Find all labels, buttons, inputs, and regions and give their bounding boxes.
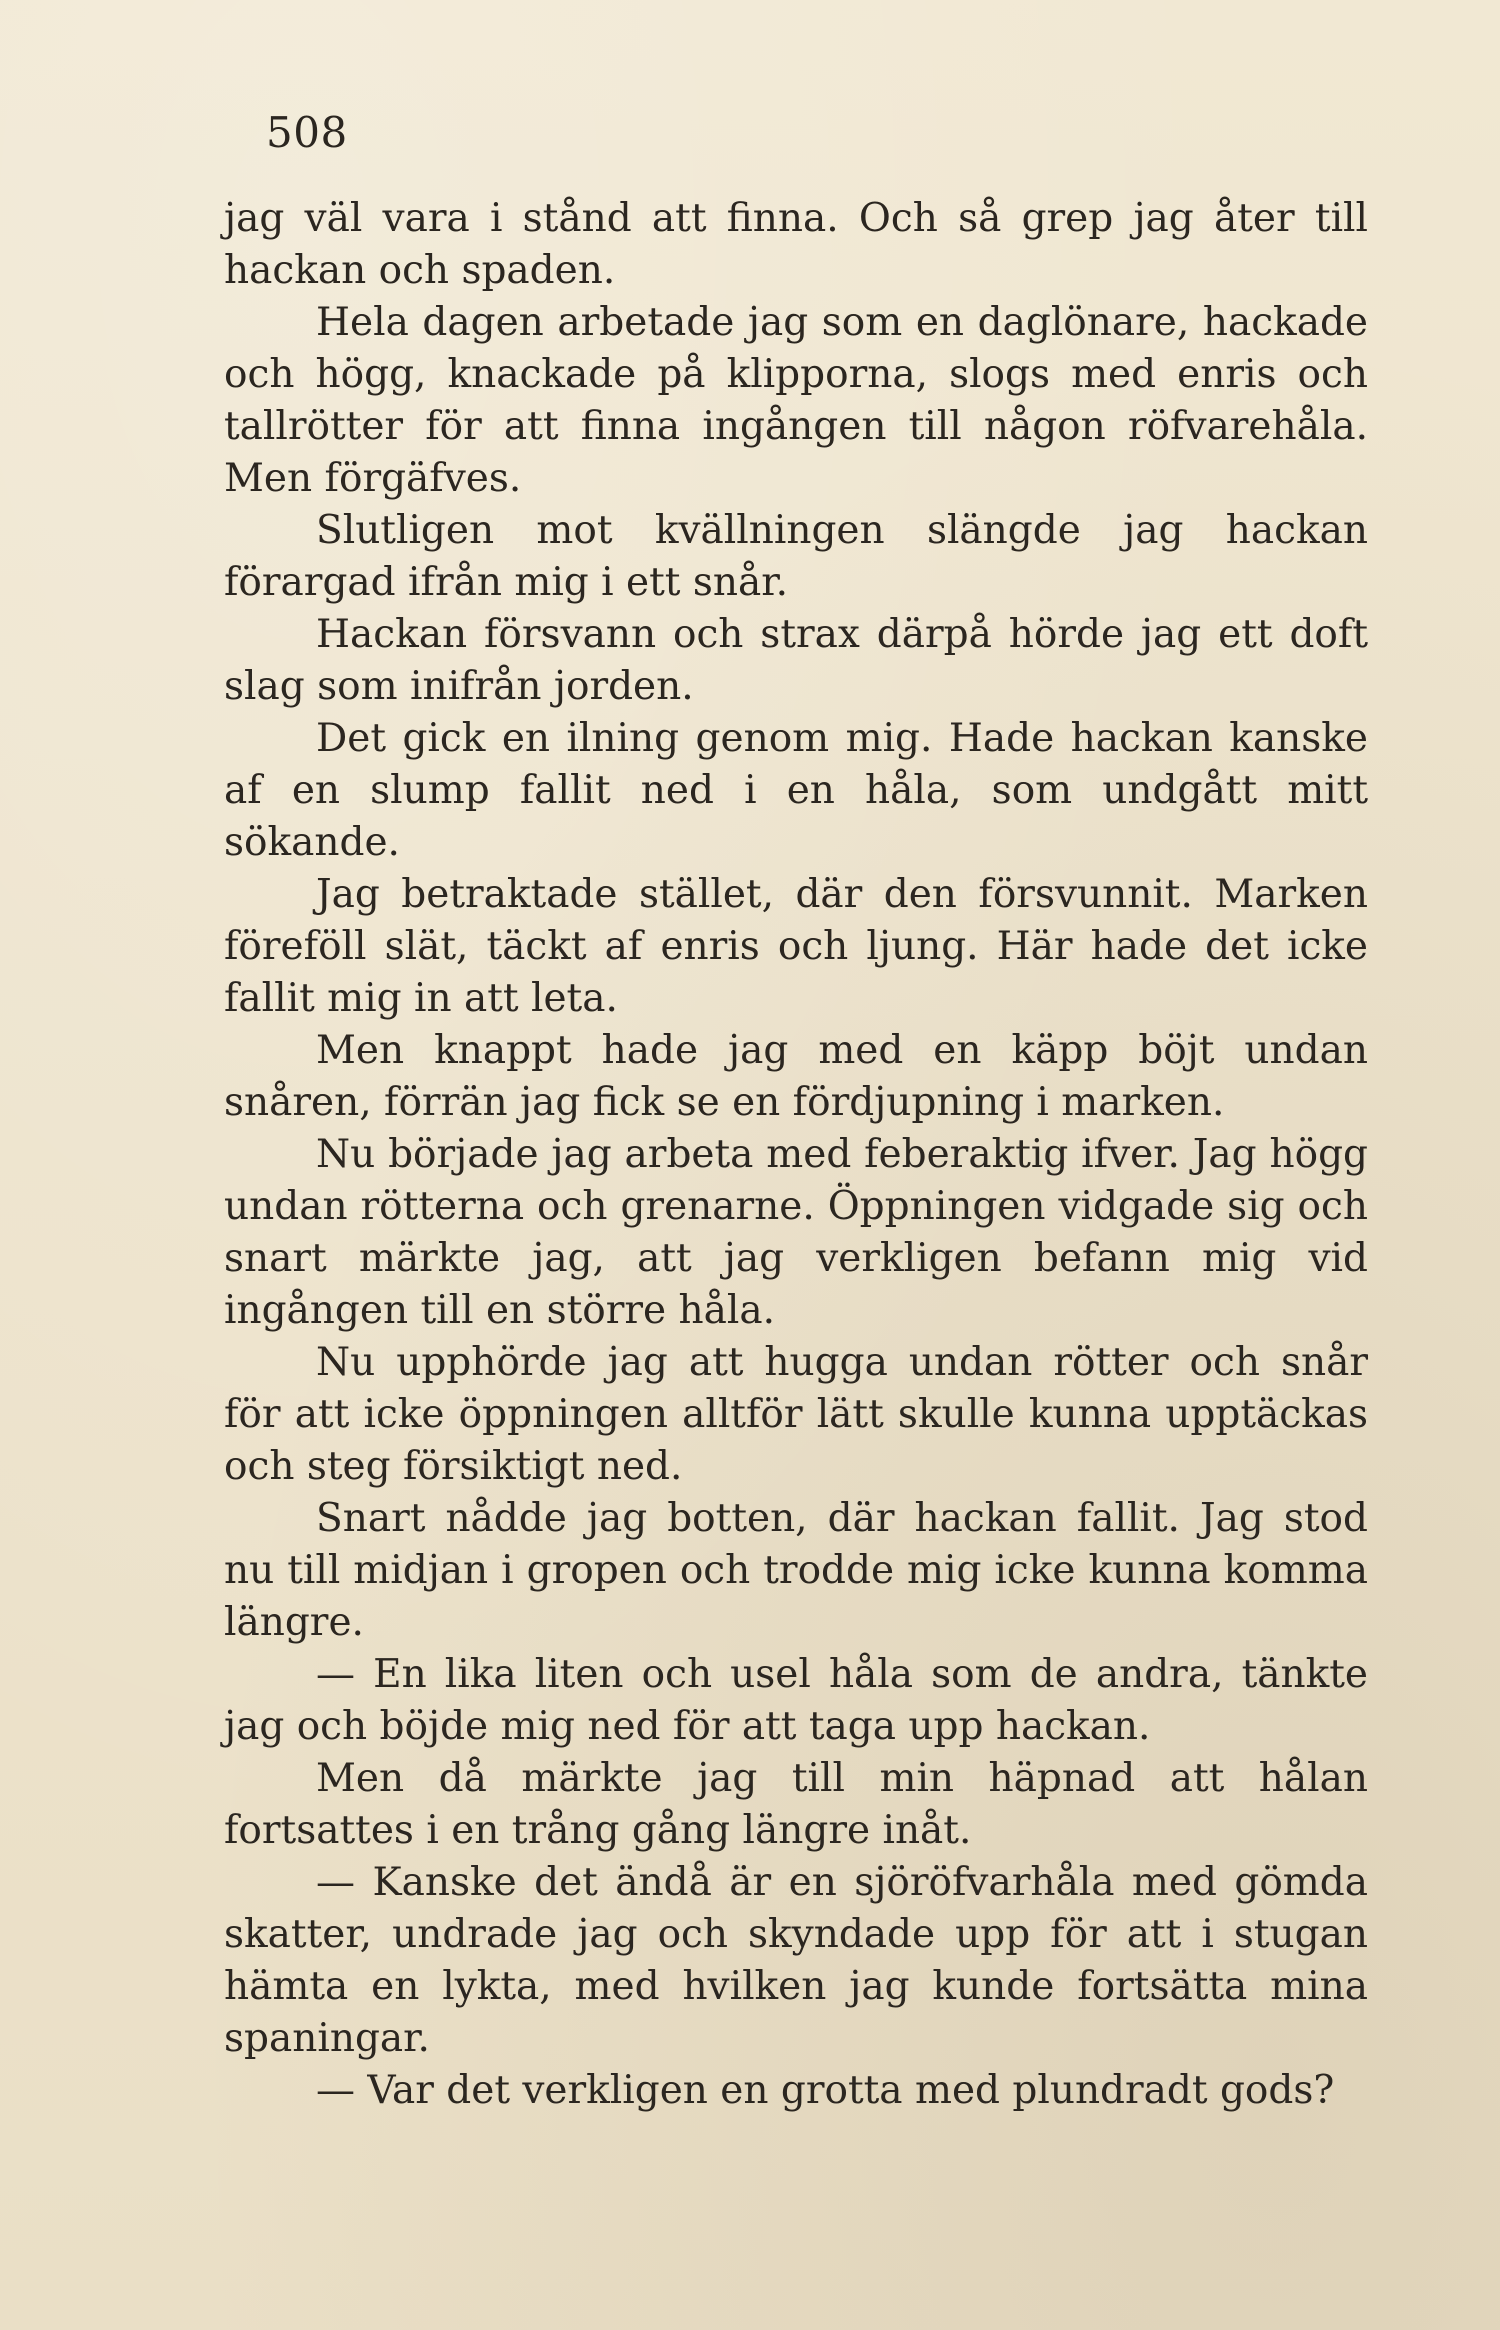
paragraph: Jag betraktade stället, där den försvunnit. Marken föreföll slät, täckt af enris och ljung. Här hade det icke fallit mig in att leta.	[224, 872, 1368, 1021]
paragraph: Men då märkte jag till min häpnad att hålan fortsattes i en trång gång längre inåt.	[224, 1756, 1368, 1853]
paragraph: Snart nådde jag botten, där hackan fallit. Jag stod nu till midjan i gropen och trodde mig icke kunna komma längre.	[224, 1496, 1368, 1645]
body-text	[224, 193, 1368, 2117]
page-number: 508	[266, 108, 348, 157]
paragraph: Men knappt hade jag med en käpp böjt undan snåren, förrän jag fick se en fördjupning i marken.	[224, 1028, 1368, 1125]
paragraph: — En lika liten och usel håla som de andra, tänkte jag och böjde mig ned för att taga upp hackan.	[224, 1652, 1368, 1749]
paragraph: — Var det verkligen en grotta med plundradt gods?	[316, 2068, 1335, 2113]
paragraph: Hela dagen arbetade jag som en daglönare, hackade och högg, knackade på klipporna, slogs med enris och tallrötter för att finna ingången till någon röfvarehåla. Men förgäfves.	[224, 300, 1368, 501]
paragraph: Det gick en ilning genom mig. Hade hackan kanske af en slump fallit ned i en håla, som undgått mitt sökande.	[224, 716, 1368, 865]
paragraph: Hackan försvann och strax därpå hörde jag ett doft slag som inifrån jorden.	[224, 612, 1368, 709]
paragraph: Slutligen mot kvällningen slängde jag hackan förargad ifrån mig i ett snår.	[224, 508, 1368, 605]
paragraph: Nu började jag arbeta med feberaktig ifver. Jag högg undan rötterna och grenarne. Öppningen vidgade sig och snart märkte jag, att jag verkligen befann mig vid ingången till en större håla.	[224, 1132, 1368, 1333]
paragraph: Nu upphörde jag att hugga undan rötter och snår för att icke öppningen alltför lätt skulle kunna upptäckas och steg försiktigt ned.	[224, 1340, 1368, 1489]
paragraph: jag väl vara i stånd att finna. Och så grep jag åter till hackan och spaden.	[224, 196, 1368, 293]
paragraph: — Kanske det ändå är en sjöröfvarhåla med gömda skatter, undrade jag och skyndade upp för att i stugan hämta en lykta, med hvilken jag kunde fortsätta mina spaningar.	[224, 1860, 1368, 2061]
